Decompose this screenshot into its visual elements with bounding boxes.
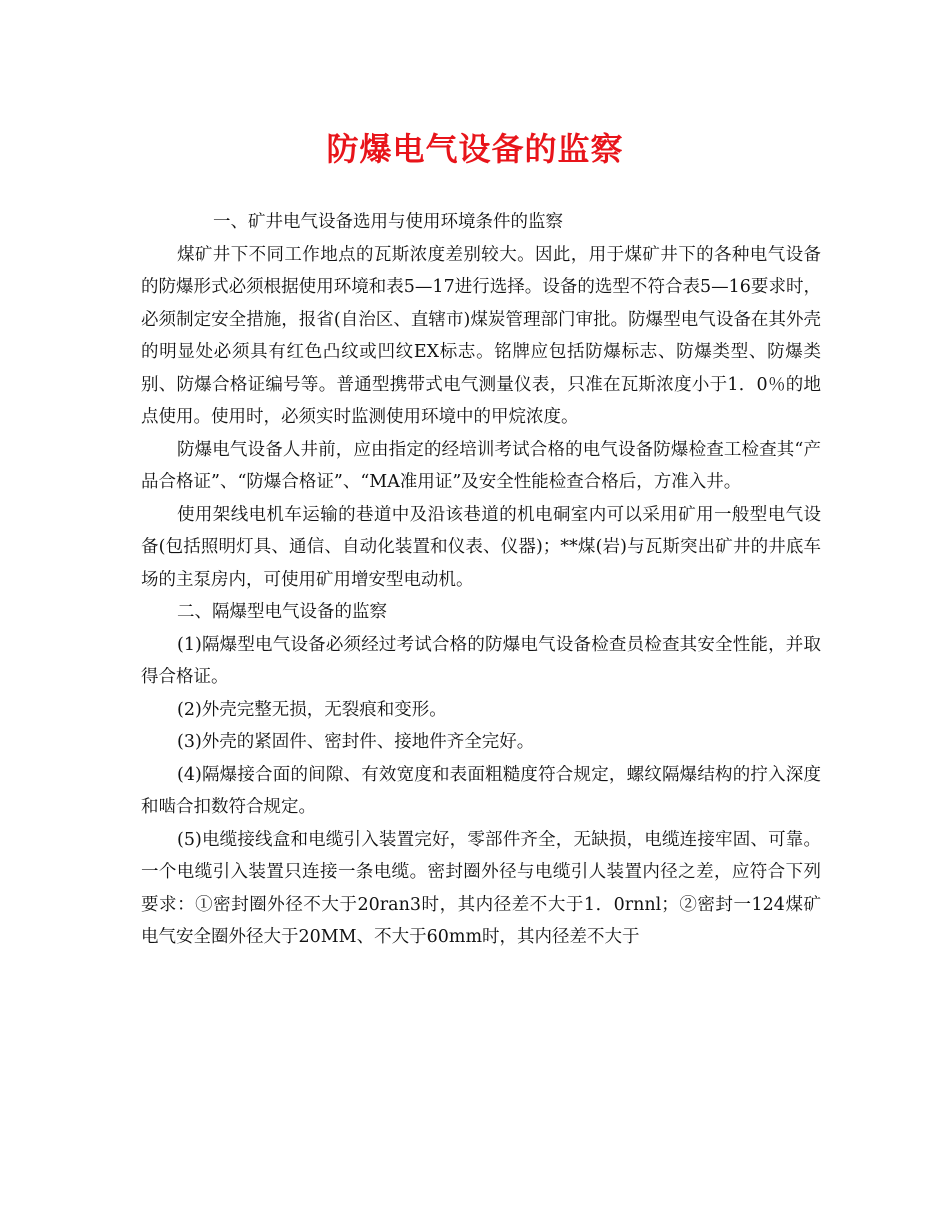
list-item-3: (3)外壳的紧固件、密封件、接地件齐全完好。: [177, 732, 535, 752]
section-heading-1: 一、矿井电气设备选用与使用环境条件的监察: [213, 212, 563, 232]
paragraph-gas-concentration: 煤矿井下不同工作地点的瓦斯浓度差别较大。因此，用于煤矿井下的各种电气设备的防爆形式必须根据使用环境和表5—17进行选择。设备的选型不符合表5—16要求时，必须制定安全措施，报省(自治区、直辖市)煤炭管理部门审批。防爆型电气设备在其外壳的明显处必须具有红色凸纹或凹纹EX标志。铭牌应包括防爆标志、防爆类型、防爆类别、防爆合格证编号等。普通型携带式电气测量仪表，只准在瓦斯浓度小于1．0％的地点使用。使用时，必须实时监测使用环境中的甲烷浓度。: [141, 244, 821, 427]
document-body: [141, 206, 821, 954]
section-heading-2: 二、隔爆型电气设备的监察: [177, 602, 387, 622]
paragraph-locomotive-roadway: 使用架线电机车运输的巷道中及沿该巷道的机电硐室内可以采用矿用一般型电气设备(包括照明灯具、通信、自动化装置和仪表、仪器)；**煤(岩)与瓦斯突出矿井的井底车场的主泵房内，可使用矿用增安型电动机。: [141, 504, 821, 590]
list-item-1: (1)隔爆型电气设备必须经过考试合格的防爆电气设备检查员检查其安全性能，并取得合格证。: [141, 634, 821, 687]
document-title: 防爆电气设备的监察: [326, 130, 624, 168]
list-item-2: (2)外壳完整无损，无裂痕和变形。: [177, 699, 447, 720]
list-item-5: (5)电缆接线盒和电缆引入装置完好，零部件齐全，无缺损，电缆连接牢固、可靠。一个电缆引入装置只连接一条电缆。密封圈外径与电缆引人装置内径之差，应符合下列要求：①密封圈外径不大于20ran3时，其内径差不大于1．0rnnl；②密封一124煤矿电气安全圈外径大于20MM、不大于60mm时，其内径差不大于: [141, 829, 821, 947]
paragraph-inspection-before-entry: 防爆电气设备人井前，应由指定的经培训考试合格的电气设备防爆检查工检查其“产品合格证”、“防爆合格证”、“MA准用证”及安全性能检查合格后，方准入井。: [141, 439, 821, 492]
list-item-4: (4)隔爆接合面的间隙、有效宽度和表面粗糙度符合规定，螺纹隔爆结构的拧入深度和啮合扣数符合规定。: [141, 764, 821, 817]
